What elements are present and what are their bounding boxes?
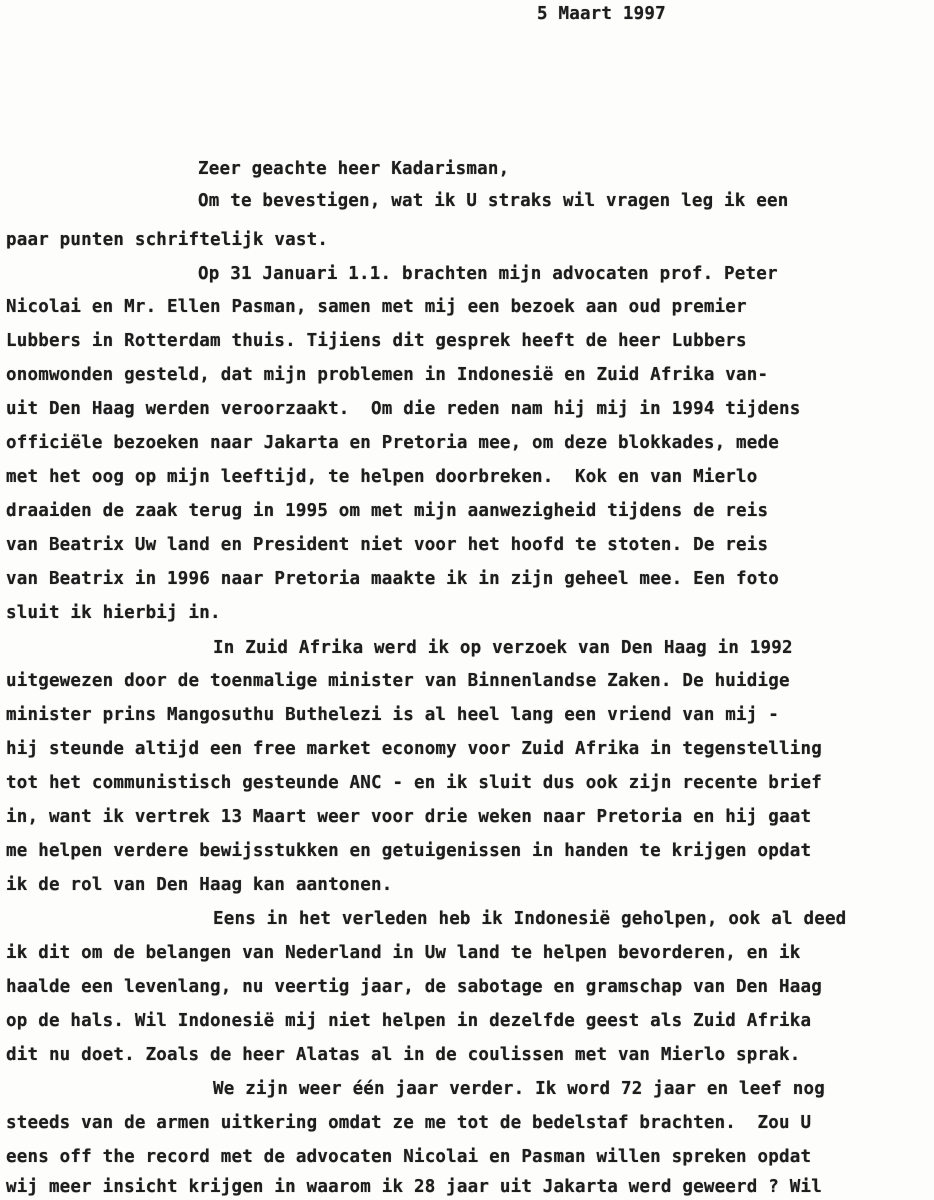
body-line: Eens in het verleden heb ik Indonesië geholpen, ook al deed xyxy=(213,909,847,929)
body-line: ik dit om de belangen van Nederland in Uw land te helpen bevorderen, en ik xyxy=(6,943,801,963)
body-line: Lubbers in Rotterdam thuis. Tijiens dit gesprek heeft de heer Lubbers xyxy=(6,331,747,351)
body-line: minister prins Mangosuthu Buthelezi is al heel lang een vriend van mij - xyxy=(6,705,779,725)
salutation: Zeer geachte heer Kadarisman, xyxy=(198,159,510,179)
body-line: ik de rol van Den Haag kan aantonen. xyxy=(6,875,393,895)
body-line: sluit ik hierbij in. xyxy=(6,603,221,623)
body-line: Op 31 Januari 1.1. brachten mijn advocaten prof. Peter xyxy=(198,264,778,284)
body-line: steeds van de armen uitkering omdat ze me tot de bedelstaf brachten. Zou U xyxy=(6,1113,812,1133)
body-line: haalde een levenlang, nu veertig jaar, de sabotage en gramschap van Den Haag xyxy=(6,977,822,997)
body-line: tot het communistisch gesteunde ANC - en ik sluit dus ook zijn recente brief xyxy=(6,773,822,793)
body-line: We zijn weer één jaar verder. Ik word 72 jaar en leef nog xyxy=(213,1079,825,1099)
body-line: op de hals. Wil Indonesië mij niet helpen in dezelfde geest als Zuid Afrika xyxy=(6,1011,812,1031)
body-line: Om te bevestigen, wat ik U straks wil vragen leg ik een xyxy=(198,191,789,211)
body-line: wij meer insicht krijgen in waarom ik 28 jaar uit Jakarta werd geweerd ? Wil xyxy=(6,1177,822,1197)
body-line: In Zuid Afrika werd ik op verzoek van Den Haag in 1992 xyxy=(213,638,793,658)
body-line: Nicolai en Mr. Ellen Pasman, samen met mij een bezoek aan oud premier xyxy=(6,297,747,317)
body-line: officiële bezoeken naar Jakarta en Pretoria mee, om deze blokkades, mede xyxy=(6,433,779,453)
body-line: uitgewezen door de toenmalige minister van Binnenlandse Zaken. De huidige xyxy=(6,671,790,691)
body-line: dit nu doet. Zoals de heer Alatas al in de coulissen met van Mierlo sprak. xyxy=(6,1045,801,1065)
body-line: uit Den Haag werden veroorzaakt. Om die reden nam hij mij in 1994 tijdens xyxy=(6,399,801,419)
body-line: van Beatrix in 1996 naar Pretoria maakte ik in zijn geheel mee. Een foto xyxy=(6,569,779,589)
body-line: met het oog op mijn leeftijd, te helpen doorbreken. Kok en van Mierlo xyxy=(6,467,758,487)
body-line: me helpen verdere bewijsstukken en getuigenissen in handen te krijgen opdat xyxy=(6,841,812,861)
letter-date: 5 Maart 1997 xyxy=(537,4,666,24)
body-line: draaiden de zaak terug in 1995 om met mijn aanwezigheid tijdens de reis xyxy=(6,501,769,521)
body-line: onomwonden gesteld, dat mijn problemen in Indonesië en Zuid Afrika van- xyxy=(6,365,769,385)
body-line: eens off the record met de advocaten Nicolai en Pasman willen spreken opdat xyxy=(6,1147,812,1167)
body-line: hij steunde altijd een free market economy voor Zuid Afrika in tegenstelling xyxy=(6,739,822,759)
body-line: paar punten schriftelijk vast. xyxy=(6,230,329,250)
body-line: van Beatrix Uw land en President niet voor het hoofd te stoten. De reis xyxy=(6,535,769,555)
body-line: in, want ik vertrek 13 Maart weer voor drie weken naar Pretoria en hij gaat xyxy=(6,807,812,827)
